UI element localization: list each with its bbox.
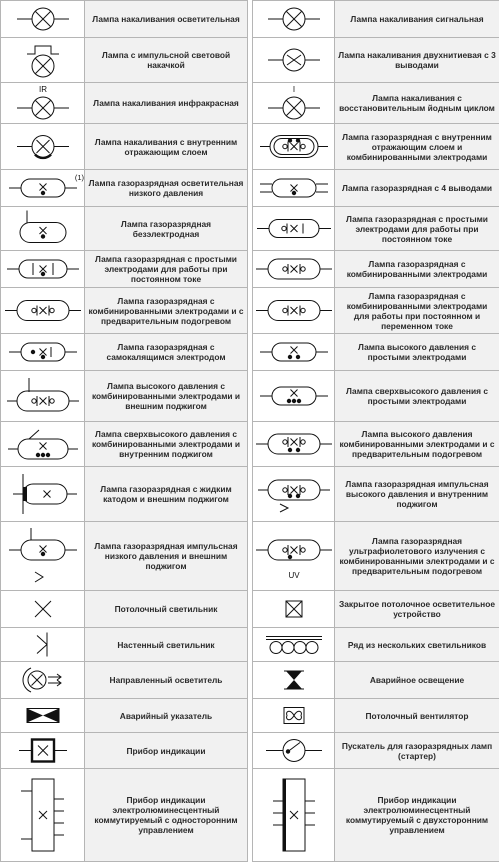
left-symbol-cell: [1, 591, 85, 628]
symbol-footnote: (1): [75, 173, 85, 182]
right-symbol-cell: [253, 422, 335, 467]
left-symbol-cell: [1, 733, 85, 769]
left-symbol-cell: [1, 207, 85, 251]
symbol-row: [1, 288, 499, 334]
left-symbol-description: Настенный светильник: [85, 628, 248, 662]
right-symbol-cell: [253, 207, 335, 251]
right-symbol-cell: [253, 662, 335, 699]
symbol-row: [1, 371, 499, 422]
hp-lamp-simple-icon: [253, 334, 335, 370]
lamp-infrared-icon: [1, 83, 85, 123]
left-symbol-cell: [1, 522, 85, 591]
right-symbol-cell: [253, 371, 335, 422]
right-symbol-cell: [253, 733, 335, 769]
right-symbol-cell: [253, 628, 335, 662]
symbol-row: [1, 467, 499, 522]
gas-lamp-self-heating-icon: [1, 334, 85, 370]
uv-tag: UV: [288, 571, 300, 580]
left-symbol-description: Лампа газоразрядная с жидким катодом и внешним поджигом: [85, 467, 248, 522]
indicator-device-icon: [1, 733, 85, 768]
lp-pulse-lamp-icon: [1, 522, 85, 590]
gas-lamp-simple-dc-icon: [253, 207, 335, 250]
gas-lamp-low-pressure-icon: [1, 170, 85, 206]
left-symbol-description: Лампа газоразрядная с самокалящимся электродом: [85, 334, 248, 371]
right-symbol-cell: [253, 769, 335, 862]
uv-lamp-icon: [253, 522, 335, 590]
right-symbol-cell: [253, 288, 335, 334]
right-symbol-description: Лампа газоразрядная импульсная высокого давления и внутренним поджигом: [335, 467, 499, 522]
right-symbol-cell: [253, 251, 335, 288]
closed-ceiling-luminaire-icon: [253, 591, 335, 627]
left-symbol-description: Лампа накаливания осветительная: [85, 1, 248, 38]
right-symbol-description: Лампа газоразрядная с комбинированными электродами: [335, 251, 499, 288]
left-symbol-cell: [1, 467, 85, 522]
symbol-row: [1, 522, 499, 591]
luminaire-row-icon: [253, 628, 335, 661]
right-symbol-description: Лампа газоразрядная с внутренним отражающим слоем и комбинированными электродами: [335, 124, 499, 170]
ceiling-fan-icon: [253, 699, 335, 732]
uhp-lamp-simple-icon: [253, 371, 335, 421]
left-symbol-description: Аварийный указатель: [85, 699, 248, 733]
right-symbol-cell: [253, 38, 335, 83]
left-symbol-cell: [1, 1, 85, 38]
right-symbol-description: Закрытое потолочное осветительное устройство: [335, 591, 499, 628]
ceiling-luminaire-icon: [1, 591, 85, 627]
gas-lamp-electrodeless-icon: [1, 207, 85, 250]
right-symbol-description: Лампа сверхвысокого давления с простыми электродами: [335, 371, 499, 422]
gas-lamp-combined-preheat-icon: [1, 288, 85, 333]
left-symbol-description: Лампа накаливания инфракрасная: [85, 83, 248, 124]
uhp-lamp-combined-int-ignition-icon: [1, 422, 85, 466]
left-symbol-description: Потолочный светильник: [85, 591, 248, 628]
right-symbol-description: Прибор индикации электролюминесцентный коммутируемый с двухсторонним управлением: [335, 769, 499, 862]
el-indicator-two-sided-icon: [253, 769, 335, 861]
lamp-lighting-icon: [1, 1, 85, 37]
gas-lamp-combined-acdc-icon: [253, 288, 335, 333]
gas-lamp-4-pins-icon: [253, 170, 335, 206]
left-symbol-description: Лампа с импульсной световой накачкой: [85, 38, 248, 83]
left-symbol-description: Лампа газоразрядная импульсная низкого давления и внешним поджигом: [85, 522, 248, 591]
left-symbol-description: Направленный осветитель: [85, 662, 248, 699]
left-symbol-cell: [1, 769, 85, 862]
lamp-reflector-icon: [1, 124, 85, 169]
right-symbol-description: Аварийное освещение: [335, 662, 499, 699]
left-symbol-cell: [1, 170, 85, 207]
left-symbol-description: Лампа газоразрядная с комбинированными электродами и с предварительным подогревом: [85, 288, 248, 334]
right-symbol-description: Лампа накаливания с восстановительным йодным циклом: [335, 83, 499, 124]
symbol-row: [1, 38, 499, 83]
right-symbol-cell: [253, 699, 335, 733]
left-symbol-cell: [1, 371, 85, 422]
el-indicator-one-sided-icon: [1, 769, 85, 861]
right-symbol-description: Ряд из нескольких светильников: [335, 628, 499, 662]
right-symbol-cell: [253, 591, 335, 628]
symbol-row: [1, 251, 499, 288]
gas-lamp-reflector-icon: [253, 124, 335, 169]
hp-lamp-combined-preheat-icon: [253, 422, 335, 466]
gas-lamp-simple-dc-2-icon: [1, 251, 85, 287]
left-symbol-description: Прибор индикации электролюминесцентный коммутируемый с односторонним управлением: [85, 769, 248, 862]
left-symbol-description: Лампа высокого давления с комбинированными электродами и внешним поджигом: [85, 371, 248, 422]
left-symbol-description: Лампа накаливания с внутренним отражающим слоем: [85, 124, 248, 170]
left-symbol-cell: [1, 334, 85, 371]
left-symbol-description: Лампа газоразрядная осветительная низкого давления: [85, 170, 248, 207]
lamp-signal-icon: [253, 1, 335, 37]
wall-luminaire-icon: [1, 628, 85, 661]
symbol-row: [1, 1, 499, 38]
right-symbol-cell: [253, 124, 335, 170]
right-symbol-description: Пускатель для газоразрядных ламп (стартер): [335, 733, 499, 769]
left-symbol-cell: [1, 422, 85, 467]
lamp-double-filament-icon: [253, 38, 335, 82]
gas-lamp-combined-icon: [253, 251, 335, 287]
right-symbol-description: Лампа газоразрядная ультрафиолетового излучения с комбинированными электродами и с предварительным подогревом: [335, 522, 499, 591]
symbol-row: [1, 699, 499, 733]
left-symbol-cell: [1, 83, 85, 124]
right-symbol-description: Лампа накаливания сигнальная: [335, 1, 499, 38]
right-symbol-cell: [253, 522, 335, 591]
symbol-row: [1, 334, 499, 371]
symbol-row: [1, 591, 499, 628]
left-symbol-description: Прибор индикации: [85, 733, 248, 769]
right-symbol-description: Потолочный вентилятор: [335, 699, 499, 733]
symbol-row: [1, 83, 499, 124]
symbol-row: [1, 769, 499, 862]
symbol-row: [1, 733, 499, 769]
left-symbol-description: Лампа газоразрядная безэлектродная: [85, 207, 248, 251]
left-symbol-cell: [1, 38, 85, 83]
right-symbol-cell: [253, 170, 335, 207]
right-symbol-description: Лампа высокого давления с простыми электродами: [335, 334, 499, 371]
left-symbol-cell: [1, 124, 85, 170]
left-symbol-description: Лампа газоразрядная с простыми электродами для работы при постоянном токе: [85, 251, 248, 288]
hp-lamp-combined-ext-ignition-icon: [1, 371, 85, 421]
right-symbol-cell: [253, 467, 335, 522]
left-symbol-cell: [1, 699, 85, 733]
left-symbol-cell: [1, 251, 85, 288]
right-symbol-description: Лампа газоразрядная с 4 выводами: [335, 170, 499, 207]
symbol-tag: I: [293, 85, 295, 94]
right-symbol-cell: [253, 83, 335, 124]
gas-lamp-liquid-cathode-icon: [1, 467, 85, 521]
right-symbol-description: Лампа высокого давления комбинированными электродами и с предварительным подогревом: [335, 422, 499, 467]
left-symbol-description: Лампа сверхвысокого давления с комбинированными электродами и внутренним поджигом: [85, 422, 248, 467]
symbol-row: [1, 662, 499, 699]
symbol-row: [1, 207, 499, 251]
right-symbol-description: Лампа накаливания двухнитиевая с 3 выводами: [335, 38, 499, 83]
symbol-tag: IR: [39, 85, 47, 94]
right-symbol-description: Лампа газоразрядная с комбинированными электродами для работы при постоянном и переменном токе: [335, 288, 499, 334]
emergency-sign-icon: [1, 699, 85, 732]
spotlight-icon: [1, 662, 85, 698]
symbol-row: [1, 628, 499, 662]
left-symbol-cell: [1, 662, 85, 699]
left-symbol-cell: [1, 288, 85, 334]
lamp-iodine-icon: [253, 83, 335, 123]
symbols-table-body: [1, 1, 499, 862]
left-symbol-cell: [1, 628, 85, 662]
right-symbol-description: Лампа газоразрядная с простыми электродами для работы при постоянном токе: [335, 207, 499, 251]
symbol-row: [1, 422, 499, 467]
right-symbol-cell: [253, 1, 335, 38]
hp-pulse-lamp-icon: [253, 467, 335, 521]
symbol-row: [1, 170, 499, 207]
lamp-pulse-pump-icon: [1, 38, 85, 82]
right-symbol-cell: [253, 334, 335, 371]
symbol-row: [1, 124, 499, 170]
starter-icon: [253, 733, 335, 768]
emergency-lighting-icon: [253, 662, 335, 698]
